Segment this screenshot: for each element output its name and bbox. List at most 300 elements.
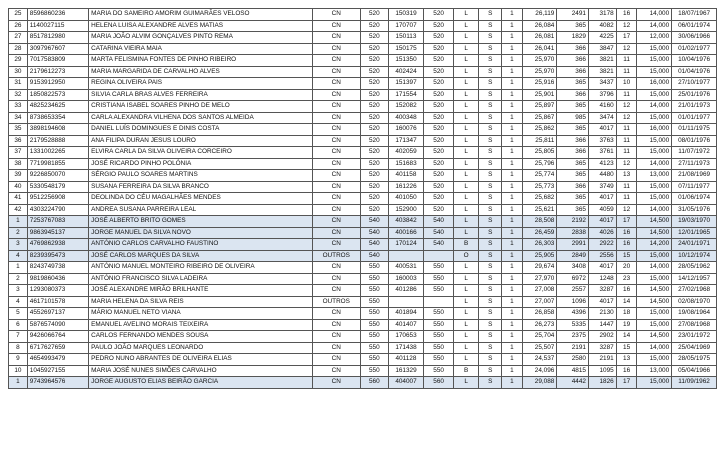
cell-status-l: L bbox=[453, 66, 479, 78]
cell-grade: 27,970 bbox=[522, 273, 557, 285]
cell-birth-date: 05/04/1966 bbox=[672, 365, 717, 377]
cell-origin: CN bbox=[312, 89, 361, 101]
cell-birth-date: 19/08/1964 bbox=[672, 308, 717, 320]
cell-candidate-name: ANA FILIPA DURAN JESUS LOURO bbox=[89, 135, 312, 147]
cell-group: 550 bbox=[424, 273, 454, 285]
table-row bbox=[9, 262, 717, 274]
cell-course-grade: 15,000 bbox=[637, 273, 672, 285]
cell-days-2: 4059 bbox=[588, 204, 616, 216]
cell-grade: 25,704 bbox=[522, 331, 557, 343]
cell-group-code: 520 bbox=[361, 89, 389, 101]
cell-origin: CN bbox=[312, 9, 361, 21]
cell-candidate-name: JOSÉ ALEXANDRE MIRÃO BRILHANTE bbox=[89, 285, 312, 297]
cell-course-grade: 15,000 bbox=[637, 354, 672, 366]
cell-status-l: L bbox=[453, 170, 479, 182]
cell-grade: 26,041 bbox=[522, 43, 557, 55]
cell-school-code: 170653 bbox=[388, 331, 424, 343]
cell-days-1: 1829 bbox=[557, 32, 589, 44]
cell-grade: 26,303 bbox=[522, 239, 557, 251]
cell-candidate-id: 3898194608 bbox=[27, 124, 88, 136]
cell-row-number: 30 bbox=[9, 66, 28, 78]
table-row bbox=[9, 204, 717, 216]
cell-days-1: 2491 bbox=[557, 9, 589, 21]
cell-grade: 27,007 bbox=[522, 296, 557, 308]
cell-days-2: 2191 bbox=[588, 354, 616, 366]
cell-group: 520 bbox=[424, 181, 454, 193]
cell-school-code: 401128 bbox=[388, 354, 424, 366]
cell-candidate-id: 7719981855 bbox=[27, 158, 88, 170]
cell-candidate-id: 4617101578 bbox=[27, 296, 88, 308]
cell-group-code: 520 bbox=[361, 147, 389, 159]
cell-school-code: 401050 bbox=[388, 193, 424, 205]
cell-group: 520 bbox=[424, 78, 454, 90]
cell-candidate-name: ANTÓNIO CARLOS CARVALHO FAUSTINO bbox=[89, 239, 312, 251]
cell-candidate-id: 9863945137 bbox=[27, 227, 88, 239]
cell-status-s: S bbox=[479, 239, 502, 251]
cell-origin: CN bbox=[312, 204, 361, 216]
cell-candidate-name: SUSANA FERREIRA DA SILVA BRANCO bbox=[89, 181, 312, 193]
cell-years: 11 bbox=[616, 181, 637, 193]
cell-days-1: 2192 bbox=[557, 216, 589, 228]
cell-group-code: 550 bbox=[361, 308, 389, 320]
cell-candidate-id: 4552697137 bbox=[27, 308, 88, 320]
cell-priority: 1 bbox=[502, 377, 523, 389]
cell-group-code: 550 bbox=[361, 319, 389, 331]
cell-years: 15 bbox=[616, 342, 637, 354]
cell-course-grade: 13,000 bbox=[637, 365, 672, 377]
cell-priority: 1 bbox=[502, 204, 523, 216]
cell-birth-date: 27/02/1968 bbox=[672, 285, 717, 297]
cell-status-l: L bbox=[453, 273, 479, 285]
cell-row-number: 39 bbox=[9, 170, 28, 182]
cell-years: 12 bbox=[616, 20, 637, 32]
cell-days-2: 1095 bbox=[588, 365, 616, 377]
cell-course-grade: 15,000 bbox=[637, 250, 672, 262]
cell-group-code: 520 bbox=[361, 181, 389, 193]
cell-group-code: 520 bbox=[361, 124, 389, 136]
cell-status-l: L bbox=[453, 216, 479, 228]
cell-candidate-id: 1140027115 bbox=[27, 20, 88, 32]
cell-row-number: 37 bbox=[9, 147, 28, 159]
cell-group-code: 520 bbox=[361, 43, 389, 55]
cell-school-code: 171347 bbox=[388, 135, 424, 147]
cell-candidate-name: EMANUEL AVELINO MORAIS TEIXEIRA bbox=[89, 319, 312, 331]
cell-group-code: 520 bbox=[361, 101, 389, 113]
cell-birth-date: 10/04/1976 bbox=[672, 55, 717, 67]
cell-birth-date: 07/11/1977 bbox=[672, 181, 717, 193]
cell-status-l: L bbox=[453, 32, 479, 44]
cell-origin: CN bbox=[312, 170, 361, 182]
cell-school-code: 400531 bbox=[388, 262, 424, 274]
cell-birth-date: 12/01/1965 bbox=[672, 227, 717, 239]
cell-birth-date: 27/10/1977 bbox=[672, 78, 717, 90]
cell-origin: CN bbox=[312, 227, 361, 239]
cell-origin: CN bbox=[312, 158, 361, 170]
cell-days-2: 3763 bbox=[588, 135, 616, 147]
cell-origin: CN bbox=[312, 135, 361, 147]
cell-grade: 24,537 bbox=[522, 354, 557, 366]
cell-row-number: 3 bbox=[9, 239, 28, 251]
cell-priority: 1 bbox=[502, 239, 523, 251]
cell-row-number: 2 bbox=[9, 273, 28, 285]
cell-birth-date: 01/11/1975 bbox=[672, 124, 717, 136]
cell-group: 550 bbox=[424, 342, 454, 354]
cell-status-l: L bbox=[453, 89, 479, 101]
cell-grade: 25,774 bbox=[522, 170, 557, 182]
cell-years: 18 bbox=[616, 308, 637, 320]
cell-status-s: S bbox=[479, 216, 502, 228]
cell-candidate-name: ELVIRA CARLA DA SILVA OLIVEIRA CORCEIRO bbox=[89, 147, 312, 159]
cell-priority: 1 bbox=[502, 32, 523, 44]
cell-course-grade: 16,000 bbox=[637, 78, 672, 90]
cell-days-1: 2375 bbox=[557, 331, 589, 343]
cell-days-2: 4017 bbox=[588, 262, 616, 274]
cell-candidate-id: 8243749738 bbox=[27, 262, 88, 274]
cell-days-1: 365 bbox=[557, 158, 589, 170]
cell-course-grade: 14,500 bbox=[637, 296, 672, 308]
cell-origin: CN bbox=[312, 124, 361, 136]
cell-group: 520 bbox=[424, 124, 454, 136]
cell-days-2: 1826 bbox=[588, 377, 616, 389]
cell-priority: 1 bbox=[502, 285, 523, 297]
cell-origin: CN bbox=[312, 285, 361, 297]
cell-origin: CN bbox=[312, 331, 361, 343]
cell-days-2: 3821 bbox=[588, 66, 616, 78]
cell-days-1: 366 bbox=[557, 66, 589, 78]
cell-status-l: L bbox=[453, 181, 479, 193]
cell-candidate-name: REGINA OLIVEIRA PAIS bbox=[89, 78, 312, 90]
table-row bbox=[9, 319, 717, 331]
cell-origin: CN bbox=[312, 55, 361, 67]
cell-birth-date: 23/01/1972 bbox=[672, 331, 717, 343]
cell-candidate-id: 8738653354 bbox=[27, 112, 88, 124]
cell-status-s: S bbox=[479, 365, 502, 377]
cell-row-number: 27 bbox=[9, 32, 28, 44]
cell-years: 14 bbox=[616, 331, 637, 343]
cell-status-s: S bbox=[479, 377, 502, 389]
cell-birth-date: 21/08/1969 bbox=[672, 170, 717, 182]
cell-school-code: 150175 bbox=[388, 43, 424, 55]
cell-course-grade: 13,000 bbox=[637, 170, 672, 182]
cell-days-2: 3437 bbox=[588, 78, 616, 90]
cell-status-s: S bbox=[479, 181, 502, 193]
cell-row-number: 25 bbox=[9, 9, 28, 21]
cell-days-2: 3178 bbox=[588, 9, 616, 21]
cell-grade: 25,621 bbox=[522, 204, 557, 216]
cell-row-number: 41 bbox=[9, 193, 28, 205]
cell-group-code: 520 bbox=[361, 20, 389, 32]
cell-days-2: 3749 bbox=[588, 181, 616, 193]
cell-group-code: 520 bbox=[361, 32, 389, 44]
cell-group-code: 540 bbox=[361, 216, 389, 228]
cell-origin: CN bbox=[312, 239, 361, 251]
cell-days-1: 365 bbox=[557, 170, 589, 182]
cell-school-code: 151683 bbox=[388, 158, 424, 170]
cell-course-grade: 15,000 bbox=[637, 308, 672, 320]
cell-origin: CN bbox=[312, 193, 361, 205]
cell-priority: 1 bbox=[502, 342, 523, 354]
cell-years: 11 bbox=[616, 147, 637, 159]
cell-group-code: 540 bbox=[361, 239, 389, 251]
table-row bbox=[9, 273, 717, 285]
table-row bbox=[9, 377, 717, 389]
cell-candidate-name: ANDREA SUSANA PARREIRA LEAL bbox=[89, 204, 312, 216]
cell-grade: 25,901 bbox=[522, 89, 557, 101]
cell-group-code: 520 bbox=[361, 66, 389, 78]
table-row bbox=[9, 296, 717, 308]
table-row bbox=[9, 308, 717, 320]
cell-days-2: 3761 bbox=[588, 147, 616, 159]
cell-group-code: 550 bbox=[361, 331, 389, 343]
cell-row-number: 6 bbox=[9, 319, 28, 331]
cell-grade: 25,867 bbox=[522, 112, 557, 124]
table-row bbox=[9, 239, 717, 251]
cell-candidate-name: MÁRIO MANUEL NETO VIANA bbox=[89, 308, 312, 320]
cell-years: 15 bbox=[616, 250, 637, 262]
cell-days-2: 4480 bbox=[588, 170, 616, 182]
cell-candidate-name: MARIA JOSÉ NUNES SIMÕES CARVALHO bbox=[89, 365, 312, 377]
cell-birth-date: 02/08/1970 bbox=[672, 296, 717, 308]
cell-days-2: 3796 bbox=[588, 89, 616, 101]
cell-days-1: 2557 bbox=[557, 285, 589, 297]
cell-school-code: 401407 bbox=[388, 319, 424, 331]
cell-row-number: 33 bbox=[9, 101, 28, 113]
cell-course-grade: 14,000 bbox=[637, 20, 672, 32]
cell-status-l: L bbox=[453, 78, 479, 90]
cell-origin: CN bbox=[312, 262, 361, 274]
cell-candidate-name: MARIA HELENA DA SILVA REIS bbox=[89, 296, 312, 308]
cell-years: 16 bbox=[616, 9, 637, 21]
cell-status-s: S bbox=[479, 204, 502, 216]
cell-status-l: L bbox=[453, 112, 479, 124]
cell-group-code: 550 bbox=[361, 354, 389, 366]
cell-status-s: S bbox=[479, 78, 502, 90]
cell-school-code: 171438 bbox=[388, 342, 424, 354]
cell-candidate-id: 9819860436 bbox=[27, 273, 88, 285]
cell-candidate-name: SILVIA CARLA BRAS ALVES FERREIRA bbox=[89, 89, 312, 101]
cell-row-number: 31 bbox=[9, 78, 28, 90]
cell-group-code: 550 bbox=[361, 262, 389, 274]
cell-status-l: O bbox=[453, 250, 479, 262]
table-row bbox=[9, 193, 717, 205]
cell-candidate-id: 4769862938 bbox=[27, 239, 88, 251]
cell-priority: 1 bbox=[502, 331, 523, 343]
cell-priority: 1 bbox=[502, 9, 523, 21]
cell-origin: CN bbox=[312, 216, 361, 228]
table-row bbox=[9, 101, 717, 113]
cell-grade: 26,459 bbox=[522, 227, 557, 239]
cell-birth-date: 24/01/1971 bbox=[672, 239, 717, 251]
cell-grade: 25,805 bbox=[522, 147, 557, 159]
cell-candidate-id: 4825234625 bbox=[27, 101, 88, 113]
cell-candidate-id: 4654993479 bbox=[27, 354, 88, 366]
cell-course-grade: 15,000 bbox=[637, 181, 672, 193]
table-row bbox=[9, 112, 717, 124]
cell-years: 14 bbox=[616, 296, 637, 308]
cell-priority: 1 bbox=[502, 227, 523, 239]
cell-years: 16 bbox=[616, 239, 637, 251]
cell-group: 550 bbox=[424, 319, 454, 331]
cell-days-1: 366 bbox=[557, 55, 589, 67]
cell-school-code: 161329 bbox=[388, 365, 424, 377]
cell-status-l: L bbox=[453, 43, 479, 55]
cell-grade: 25,905 bbox=[522, 250, 557, 262]
cell-course-grade: 14,000 bbox=[637, 101, 672, 113]
cell-group-code: 520 bbox=[361, 204, 389, 216]
cell-days-1: 365 bbox=[557, 204, 589, 216]
cell-grade: 27,008 bbox=[522, 285, 557, 297]
cell-school-code: 400166 bbox=[388, 227, 424, 239]
cell-status-l: L bbox=[453, 147, 479, 159]
cell-birth-date: 27/08/1968 bbox=[672, 319, 717, 331]
cell-group: 550 bbox=[424, 262, 454, 274]
cell-status-l: L bbox=[453, 20, 479, 32]
cell-years: 12 bbox=[616, 158, 637, 170]
table-row bbox=[9, 135, 717, 147]
cell-days-2: 3474 bbox=[588, 112, 616, 124]
cell-years: 13 bbox=[616, 354, 637, 366]
cell-school-code: 403842 bbox=[388, 216, 424, 228]
cell-row-number: 2 bbox=[9, 227, 28, 239]
cell-days-1: 6972 bbox=[557, 273, 589, 285]
cell-candidate-name: CRISTIANA ISABEL SOARES PINHO DE MELO bbox=[89, 101, 312, 113]
cell-group: 550 bbox=[424, 285, 454, 297]
table-row bbox=[9, 66, 717, 78]
ranking-table bbox=[8, 8, 717, 389]
cell-priority: 1 bbox=[502, 112, 523, 124]
cell-row-number: 28 bbox=[9, 43, 28, 55]
cell-course-grade: 15,000 bbox=[637, 89, 672, 101]
cell-birth-date: 14/12/1957 bbox=[672, 273, 717, 285]
cell-priority: 1 bbox=[502, 262, 523, 274]
cell-group: 520 bbox=[424, 66, 454, 78]
cell-status-l: B bbox=[453, 365, 479, 377]
cell-candidate-name: MARIA DO SAMEIRO AMORIM GUIMARÃES VELOSO bbox=[89, 9, 312, 21]
cell-candidate-id: 9426066764 bbox=[27, 331, 88, 343]
cell-course-grade: 14,000 bbox=[637, 262, 672, 274]
cell-days-1: 2580 bbox=[557, 354, 589, 366]
cell-row-number: 9 bbox=[9, 354, 28, 366]
cell-course-grade: 12,000 bbox=[637, 32, 672, 44]
cell-course-grade: 14,500 bbox=[637, 227, 672, 239]
cell-row-number: 29 bbox=[9, 55, 28, 67]
table-row bbox=[9, 354, 717, 366]
cell-group: 520 bbox=[424, 55, 454, 67]
cell-birth-date: 01/04/1976 bbox=[672, 66, 717, 78]
cell-days-1: 365 bbox=[557, 20, 589, 32]
cell-group-code: 520 bbox=[361, 78, 389, 90]
cell-school-code: 151350 bbox=[388, 55, 424, 67]
cell-days-2: 4225 bbox=[588, 32, 616, 44]
cell-candidate-id: 6717627659 bbox=[27, 342, 88, 354]
cell-group-code: 550 bbox=[361, 273, 389, 285]
cell-years: 16 bbox=[616, 365, 637, 377]
cell-candidate-id: 2179612273 bbox=[27, 66, 88, 78]
cell-group-code: 520 bbox=[361, 193, 389, 205]
cell-status-l: L bbox=[453, 354, 479, 366]
cell-group: 550 bbox=[424, 331, 454, 343]
cell-days-1: 2838 bbox=[557, 227, 589, 239]
cell-origin: CN bbox=[312, 78, 361, 90]
cell-school-code: 400348 bbox=[388, 112, 424, 124]
cell-school-code: 151397 bbox=[388, 78, 424, 90]
cell-school-code: 152900 bbox=[388, 204, 424, 216]
cell-birth-date: 28/05/1975 bbox=[672, 354, 717, 366]
cell-grade: 25,897 bbox=[522, 101, 557, 113]
cell-days-1: 1096 bbox=[557, 296, 589, 308]
cell-status-s: S bbox=[479, 55, 502, 67]
cell-group: 520 bbox=[424, 112, 454, 124]
cell-days-2: 4082 bbox=[588, 20, 616, 32]
cell-group-code: 540 bbox=[361, 227, 389, 239]
cell-grade: 25,970 bbox=[522, 55, 557, 67]
cell-days-1: 2991 bbox=[557, 239, 589, 251]
cell-grade: 26,119 bbox=[522, 9, 557, 21]
cell-days-2: 2130 bbox=[588, 308, 616, 320]
cell-days-1: 365 bbox=[557, 124, 589, 136]
table-row bbox=[9, 89, 717, 101]
cell-candidate-id: 5330548179 bbox=[27, 181, 88, 193]
cell-origin: CN bbox=[312, 342, 361, 354]
cell-status-l: L bbox=[453, 262, 479, 274]
cell-origin: CN bbox=[312, 181, 361, 193]
cell-candidate-id: 3097967607 bbox=[27, 43, 88, 55]
cell-days-1: 366 bbox=[557, 43, 589, 55]
cell-group: 520 bbox=[424, 158, 454, 170]
cell-days-2: 2556 bbox=[588, 250, 616, 262]
cell-status-s: S bbox=[479, 135, 502, 147]
cell-group: 550 bbox=[424, 365, 454, 377]
cell-grade: 26,084 bbox=[522, 20, 557, 32]
cell-candidate-name: DANIEL LUÍS DOMINGUES E DINIS COSTA bbox=[89, 124, 312, 136]
cell-birth-date: 28/05/1962 bbox=[672, 262, 717, 274]
cell-days-2: 3287 bbox=[588, 342, 616, 354]
cell-candidate-name: JORGE AUGUSTO ELIAS BEIRÃO GARCIA bbox=[89, 377, 312, 389]
cell-course-grade: 15,000 bbox=[637, 147, 672, 159]
cell-birth-date: 01/01/1977 bbox=[672, 112, 717, 124]
cell-candidate-name: JOSÉ RICARDO PINHO POLÓNIA bbox=[89, 158, 312, 170]
cell-candidate-id: 5876574090 bbox=[27, 319, 88, 331]
cell-group-code: 550 bbox=[361, 296, 389, 308]
cell-candidate-name: JOSÉ CARLOS MARQUES DA SILVA bbox=[89, 250, 312, 262]
cell-school-code bbox=[388, 296, 424, 308]
cell-group: 520 bbox=[424, 101, 454, 113]
cell-priority: 1 bbox=[502, 365, 523, 377]
cell-priority: 1 bbox=[502, 89, 523, 101]
cell-school-code: 404007 bbox=[388, 377, 424, 389]
cell-days-1: 366 bbox=[557, 135, 589, 147]
cell-school-code: 401894 bbox=[388, 308, 424, 320]
cell-years: 17 bbox=[616, 377, 637, 389]
cell-priority: 1 bbox=[502, 124, 523, 136]
cell-origin: CN bbox=[312, 101, 361, 113]
cell-candidate-id: 4303224790 bbox=[27, 204, 88, 216]
cell-row-number: 35 bbox=[9, 124, 28, 136]
cell-course-grade: 15,000 bbox=[637, 193, 672, 205]
cell-status-s: S bbox=[479, 112, 502, 124]
cell-course-grade: 14,500 bbox=[637, 331, 672, 343]
cell-status-l: L bbox=[453, 342, 479, 354]
cell-status-s: S bbox=[479, 193, 502, 205]
cell-candidate-id: 1045927155 bbox=[27, 365, 88, 377]
cell-status-s: S bbox=[479, 43, 502, 55]
cell-group: 520 bbox=[424, 147, 454, 159]
cell-days-2: 4017 bbox=[588, 216, 616, 228]
cell-origin: CN bbox=[312, 308, 361, 320]
cell-status-s: S bbox=[479, 9, 502, 21]
cell-group: 520 bbox=[424, 193, 454, 205]
cell-priority: 1 bbox=[502, 354, 523, 366]
